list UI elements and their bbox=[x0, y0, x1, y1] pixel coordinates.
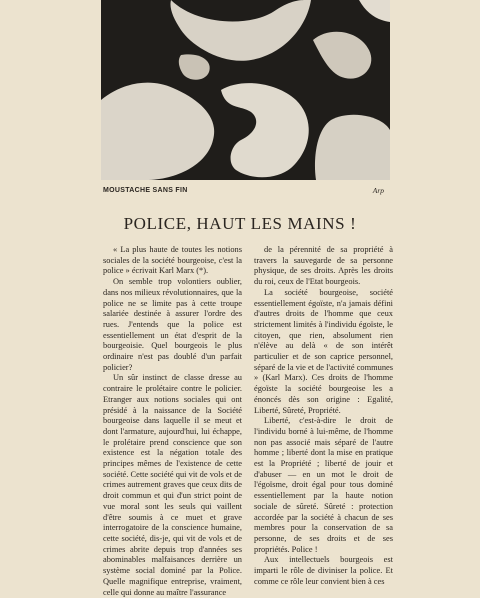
abstract-artwork bbox=[101, 0, 390, 180]
artwork-moustache-sans-fin bbox=[101, 0, 390, 180]
left-column bbox=[103, 245, 242, 597]
figure-caption: MOUSTACHE SANS FIN bbox=[103, 187, 188, 194]
paragraph: On semble trop volontiers oublier, dans nos milieux révolutionnaires, que la police ne se limite pas à cette troupe salariée destinée à assurer l'ordre des rues. J'entends que la police est essentiellement un état d'esprit de la bourgeoisie. Quel bourgeois le plus ordinaire n'est pas doublé d'un parfait policier? bbox=[103, 277, 242, 372]
artist-credit: Arp bbox=[372, 186, 384, 195]
article-body bbox=[103, 245, 393, 597]
paragraph: Aux intellectuels bourgeois est imparti le rôle de diviniser la police. Et comme ce rôle leur convient bien à ces bbox=[254, 555, 393, 586]
paragraph: Liberté, c'est-à-dire le droit de l'individu borné à lui-même, de l'homme non pas associé mais séparé de l'autre homme ; liberté dont la mise en pratique est la Propriété ; liberté de jouir et d'abuser — en un mot le droit de l'égoïsme, droit égal pour tous dominé essentiellement par la haute notion sociale de sûreté. Sûreté : protection accordée par la société à chacun de ses membres pour la conservation de sa personne, de ses droits et de ses propriétés. Police ! bbox=[254, 416, 393, 554]
right-column bbox=[254, 245, 393, 586]
paragraph: Un sûr instinct de classe dresse au contraire le prolétaire contre le policier. Etranger aux notions sociales qui ont présidé à la naissance de la Société bourgeoise dans laquelle il se meut et dont l'armature, aujourd'hui, lui échappe, le prolétaire prend conscience que son existence est la négation totale des principes mêmes de l'existence de cette société. Cette société qui vit de vols et de crimes autrement graves que ceux dits de droit commun et qui d'un strict point de vue moral sont les seuls qui vaillent d'être soumis à ce muet et grave interrogatoire de la conscience humaine, cette société, dis-je, qui vit de vols et de crimes abrite depuis trop d'années ses abominables malfaisances derrière un système social dominé par la Police. Quelle magnifique entreprise, vraiment, celle qui donne au maître l'assurance bbox=[103, 373, 242, 597]
paragraph: de la pérennité de sa propriété à travers la sauvegarde de sa personne physique, de ses droits. Après les droits du roi, ceux de l'Etat bourgeois. bbox=[254, 245, 393, 287]
paragraph: La société bourgeoise, société essentiellement égoïste, n'a jamais défini d'autres droits de l'homme que ceux strictement limités à l'individu égoïste, le citoyen, que rien, absolument rien n'élève au delà « de son intérêt particulier et de son caprice personnel, séparé de la vie et de l'activité communes » (Karl Marx). Ces droits de l'homme égoïste la société bourgeoise les a énoncés dès son origine : Egalité, Liberté, Sûreté, Propriété. bbox=[254, 287, 393, 415]
article-title: POLICE, HAUT LES MAINS ! bbox=[123, 214, 357, 233]
paragraph: « La plus haute de toutes les notions sociales de la société bourgeoise, c'est la police » écrivait Karl Marx (*). bbox=[103, 245, 242, 276]
